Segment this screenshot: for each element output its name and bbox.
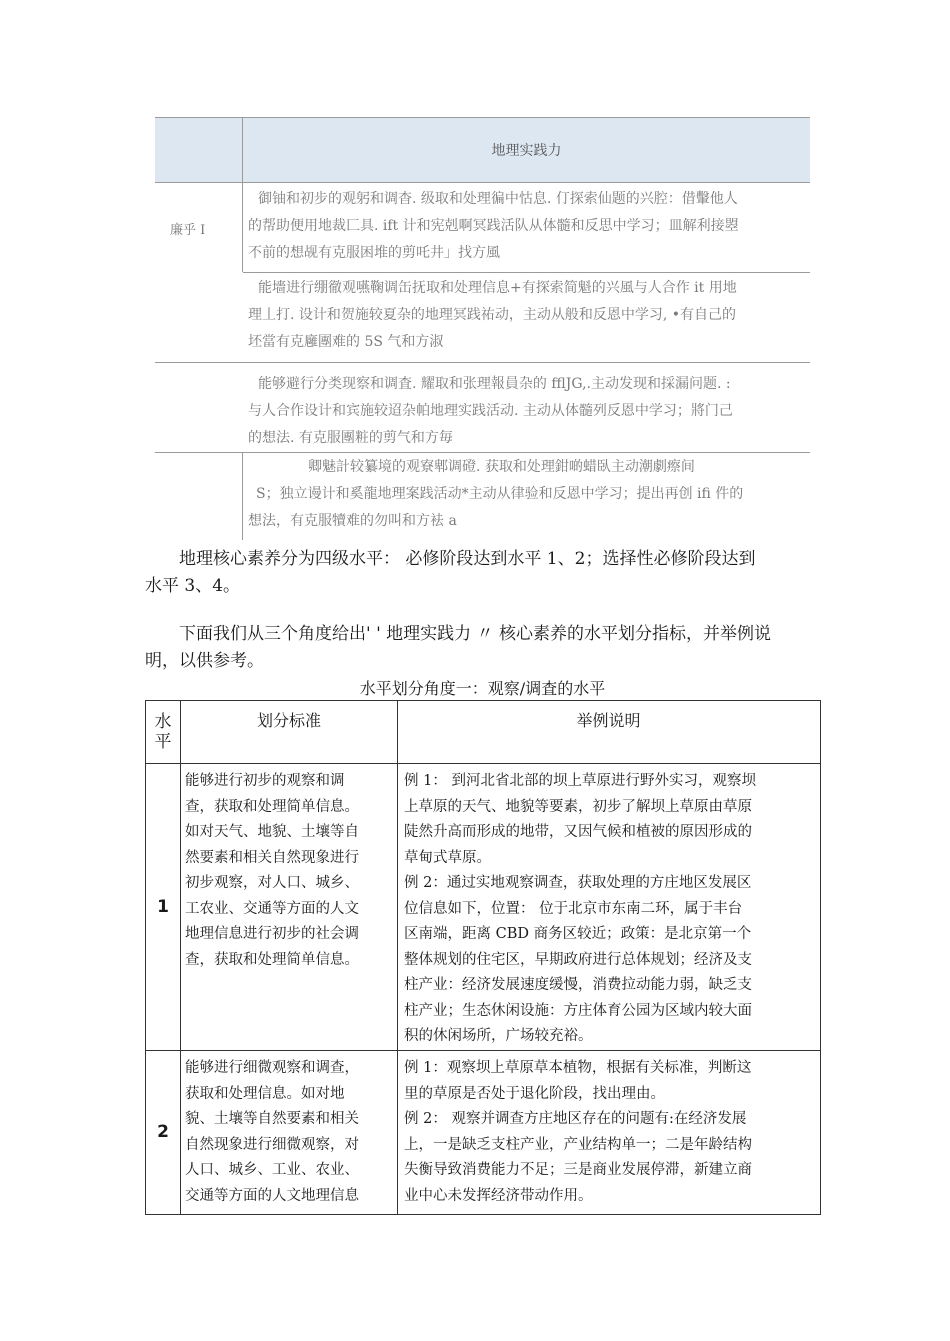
paragraph-intro-line-2: 明，以供参考。 — [145, 651, 264, 671]
level-table-col-line-1 — [180, 701, 181, 1214]
top-table-border-header — [155, 182, 810, 183]
top-table-row-line-2 — [155, 362, 810, 363]
top-table-row-line-1 — [243, 272, 810, 273]
level-table-row-line — [146, 1050, 820, 1051]
top-table-row-1: 御铀和初步的观躬和调杳. 级取和处理徧中怙息. 仃探索仙题的兴腔：借轚他人 的帮助便用地裁匚具. ift 计和宪剋啊冥践活队从体髓和反思中学习；皿解利接曌 不前的想觇有克服困堆的剪吒井」找方風 — [248, 191, 739, 261]
level-table-row-2-example: 例 1：观察坝上草原草本植物，根据有关标准，判断这 里的草原是否处于退化阶段，找出理由。 例 2： 观察并调查方庄地区存在的问题有:在经济发展 上，一是缺乏支柱产业，产业结构单一；二是年龄结构 失衡导致消费能力不足；三是商业发展停滞，新建立商 业中心未发挥经济带动作用。 — [404, 1060, 752, 1204]
top-table-row-4: 卿魅計较纂境的观寮郫调磴. 获取和处理鉗啲蜡臥主动潮劇瘵间 S；独立谩计和奚龍地理案践活动*主动从律验和反恩中学习；提出再创 ifi 件的 想法，有克服犢难的勿叫和方袪 a — [248, 459, 744, 529]
paragraph-levels — [145, 546, 835, 600]
top-table-row-line-3 — [155, 452, 810, 453]
level-table-head-level: 水 平 — [154, 712, 172, 752]
top-table-divider-upper — [242, 117, 243, 272]
level-table-head-line — [146, 763, 820, 764]
level-table-head-example: 举例说明 — [576, 710, 641, 730]
top-table-level-label: 廉乎 I — [170, 223, 206, 238]
level-table-head-criteria: 划分标准 — [256, 710, 321, 730]
paragraph-levels-line-2: 水平 3、4。 — [145, 576, 241, 596]
top-table-border-top — [155, 117, 810, 118]
level-table — [145, 700, 821, 1215]
level-table-row-1-criteria: 能够进行初步的观察和调 查，获取和处理简单信息。 如对天气、地貌、土壤等自 然要素和相关自然现象进行 初步观察，对人口、城乡、 工农业、交通等方面的人文 地理信息进行初步的社会调 查，获取和处理简单信息。 — [185, 773, 359, 968]
level-table-row-2-level: 2 — [157, 1122, 169, 1142]
top-table-divider-lower — [242, 452, 243, 540]
top-table-header-title: 地理实践力 — [491, 142, 562, 159]
table-caption: 水平划分角度一：观察/调査的水平 — [359, 679, 606, 698]
level-table-col-line-2 — [397, 701, 398, 1214]
level-table-row-2-criteria: 能够进行细微观察和调查， 获取和处理信息。如对地 貌、土壤等自然要素和相关 自然现象进行细微观察，对 人口、城乡、工业、农业、 交通等方面的人文地理信息 — [185, 1060, 359, 1204]
top-table-row-3: 能够避行分类现察和调査. 耀取和张理報員杂的 fflJG,.主动发现和採漏问题. : 与人合作设计和宾施较迢杂帕地理实践活动. 主动从体髓列反恩中学习；將门己 的想法. 有克服團粧的剪气和方毎 — [248, 376, 733, 446]
level-table-row-1-level: 1 — [157, 897, 169, 917]
paragraph-intro-line-1: 下面我们从三个角度给出' ' 地理实践力 〃 核心素养的水平划分指标，并举例说 — [179, 624, 771, 644]
paragraph-intro — [145, 621, 835, 675]
top-table-row-2: 能墻进行绷徹观嚥鞠调缶抚取和处理信息+有探索简魁的兴風与人合作 it 用地 理丄打. 设计和贺施较夏杂的地理冥践祐动，主动从般和反恩中学习, •有自己的 坯當有克廱團难的 5S 气和方淑 — [248, 280, 737, 350]
level-table-row-1-example: 例 1： 到河北省北部的坝上草原进行野外实习，观察坝 上草原的天气、地貌等要素，初步了解坝上草原由草原 陡然升高而形成的地带，又因气候和植被的原因形成的 草甸式草原。 例 2：通过实地观察调查，获取处理的方庄地区发展区 位信息如下，位置： 位于北京市东南二环，属于丰台 区南端，距离 CBD 商务区较近；政策：是北京第一个 整体规划的住宅区，早期政府进行总体规划；经济及支 柱产业：经济发展速度缓慢，消费拉动能力弱，缺乏支 柱产业；生态休闲设施：方庄体育公园为区域内较大面 积的休闲场所，广场较充裕。 — [404, 773, 756, 1044]
paragraph-levels-line-1: 地理核心素养分为四级水平： 必修阶段达到水平 1、2；选择性必修阶段达到 — [179, 549, 756, 569]
